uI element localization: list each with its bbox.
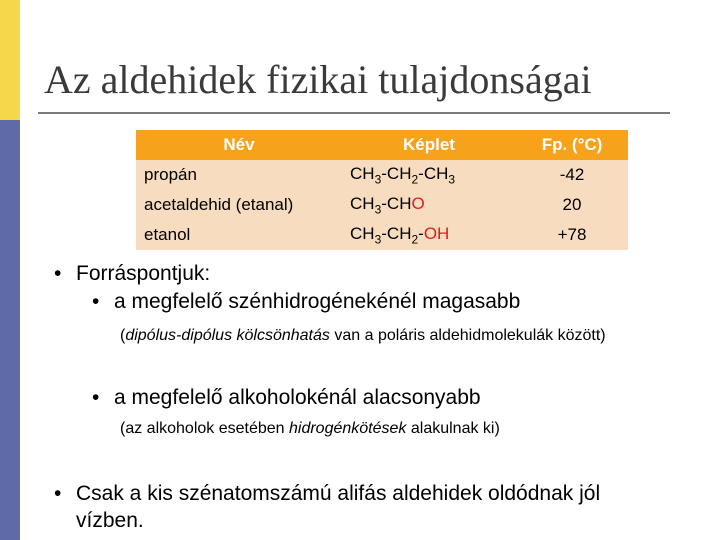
cell-name: propán <box>136 160 342 190</box>
header-formula: Képlet <box>342 130 516 160</box>
side-bar-blue <box>0 120 20 540</box>
subbullet-hydrocarbons: • a megfelelő szénhidrogénekénél magasabb <box>92 290 521 313</box>
cell-name: etanol <box>136 220 342 250</box>
bullet-solubility: • Csak a kis szénatomszámú alifás aldehidek oldódnak jól vízben. <box>54 482 601 532</box>
table-row <box>136 160 628 190</box>
note-dipole: (dipólus-dipólus kölcsönhatás van a poláris aldehidmolekulák között) <box>120 327 606 344</box>
cell-boiling-point: -42 <box>516 160 628 190</box>
cell-name: acetaldehid (etanal) <box>136 190 342 220</box>
note-hydrogen-bonds: (az alkoholok esetében hidrogénkötések alakulnak ki) <box>120 420 500 437</box>
bullet-icon: • <box>92 290 100 313</box>
bullet-icon: • <box>92 386 100 409</box>
cell-formula: $CH_3-CH_2-OH$ <box>342 220 516 250</box>
subbullet-alcohols: • a megfelelő alkoholokénál alacsonyabb <box>92 386 481 409</box>
bullet-icon: • <box>54 482 62 505</box>
table-header-row <box>136 130 628 160</box>
bullet-boiling-point: • Forráspontjuk: <box>54 262 211 285</box>
table-row <box>136 220 628 250</box>
header-boiling-point: Fp. (°C) <box>516 130 628 160</box>
bullet-icon: • <box>54 262 62 285</box>
cell-formula: $CH_3$-CHO <box>342 190 516 220</box>
slide-title: Az aldehidek fizikai tulajdonságai <box>44 57 592 102</box>
cell-boiling-point: +78 <box>516 220 628 250</box>
side-bar-yellow <box>0 0 20 120</box>
header-name: Név <box>136 130 342 160</box>
cell-formula: $CH_3-CH_2-CH_3$ <box>342 160 516 190</box>
title-divider <box>38 112 670 114</box>
table-row <box>136 190 628 220</box>
properties-table <box>136 130 628 250</box>
cell-boiling-point: 20 <box>516 190 628 220</box>
